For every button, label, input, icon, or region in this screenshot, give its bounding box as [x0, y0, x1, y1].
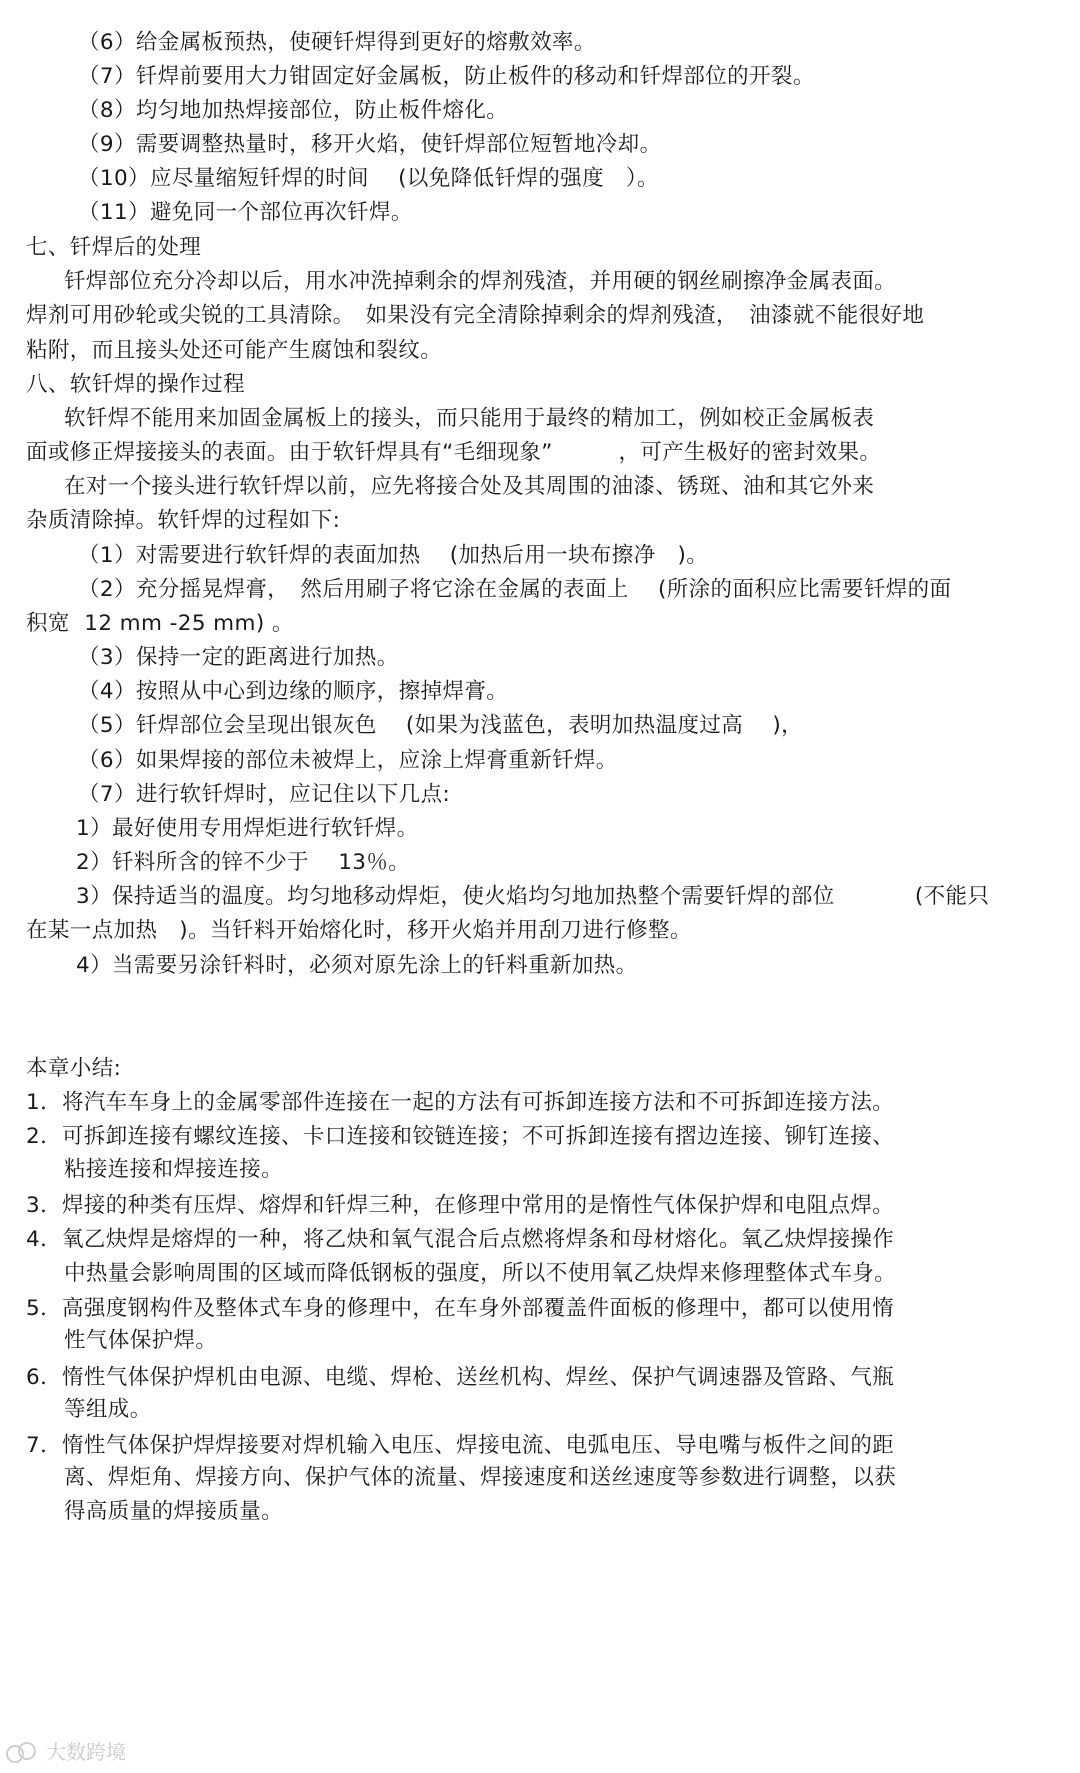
summary-item: 7．惰性气体保护焊焊接要对焊机输入电压、焊接电流、电弧电压、导电嘴与板件之间的距 — [26, 1433, 895, 1458]
text-line: （5）钎焊部位会呈现出银灰色 (如果为浅蓝色，表明加热温度过高 )， — [78, 713, 804, 738]
section-heading: 七、钎焊后的处理 — [26, 235, 202, 260]
text-line: 2）钎料所含的锌不少于 13％。 — [76, 850, 411, 875]
paragraph-line: 在对一个接头进行软钎焊以前，应先将接合处及其周围的油漆、锈斑、油和其它外来 — [64, 474, 875, 499]
text-line: 1）最好使用专用焊炬进行软钎焊。 — [76, 816, 419, 841]
summary-item-continuation: 性气体保护焊。 — [64, 1328, 218, 1353]
paragraph-line: 焊剂可用砂轮或尖锐的工具清除。 如果没有完全清除掉剩余的焊剂残渣， 油漆就不能很好地 — [26, 303, 925, 328]
summary-item-continuation: 得高质量的焊接质量。 — [64, 1499, 284, 1524]
text-line: 3）保持适当的温度。均匀地移动焊炬，使火焰均匀地加热整个需要钎焊的部位 (不能只 — [76, 884, 990, 909]
paragraph-line: 面或修正焊接接头的表面。由于软钎焊具有“毛细现象” ，可产生极好的密封效果。 — [26, 440, 882, 465]
paragraph-line: 粘附，而且接头处还可能产生腐蚀和裂纹。 — [26, 338, 443, 363]
text-line: （8）均匀地加热焊接部位，防止板件熔化。 — [78, 98, 509, 123]
summary-item: 5．高强度钢构件及整体式车身的修理中，在车身外部覆盖件面板的修理中，都可以使用惰 — [26, 1296, 895, 1321]
text-line: （1）对需要进行软钎焊的表面加热 (加热后用一块布擦净 )。 — [78, 543, 709, 568]
summary-item: 3．焊接的种类有压焊、熔焊和钎焊三种，在修理中常用的是惰性气体保护焊和电阻点焊。 — [26, 1193, 895, 1218]
text-line: （7）钎焊前要用大力钳固定好金属板，防止板件的移动和钎焊部位的开裂。 — [78, 64, 815, 89]
summary-item-continuation: 离、焊炬角、焊接方向、保护气体的流量、焊接速度和送丝速度等参数进行调整，以获 — [64, 1465, 897, 1490]
paragraph-line: 杂质清除掉。软钎焊的过程如下: — [26, 508, 341, 533]
summary-item-continuation: 粘接连接和焊接连接。 — [64, 1157, 284, 1182]
text-line: 4）当需要另涂钎料时，必须对原先涂上的钎料重新加热。 — [76, 953, 638, 978]
summary-item-continuation: 中热量会影响周围的区域而降低钢板的强度，所以不使用氧乙炔焊来修理整体式车身。 — [64, 1261, 897, 1286]
text-line: 在某一点加热 )。当钎料开始熔化时，移开火焰并用刮刀进行修整。 — [26, 918, 692, 943]
text-line: （10）应尽量缩短钎焊的时间 (以免降低钎焊的强度 ）。 — [78, 166, 659, 191]
text-line: （6）给金属板预热，使硬钎焊得到更好的熔敷效率。 — [78, 30, 596, 55]
text-line: （3）保持一定的距离进行加热。 — [78, 645, 399, 670]
text-line: （2）充分摇晃焊膏， 然后用刷子将它涂在金属的表面上 (所涂的面积应比需要钎焊的面 — [78, 577, 952, 602]
text-line: （11）避免同一个部位再次钎焊。 — [78, 200, 413, 225]
summary-item: 1．将汽车车身上的金属零部件连接在一起的方法有可拆卸连接方法和不可拆卸连接方法。 — [26, 1090, 895, 1115]
paragraph-line: 钎焊部位充分冷却以后，用水冲洗掉剩余的焊剂残渣，并用硬的钢丝刷擦净金属表面。 — [64, 269, 897, 294]
text-line: （4）按照从中心到边缘的顺序，擦掉焊膏。 — [78, 679, 509, 704]
text-line: 积宽 12 mm -25 mm) 。 — [26, 611, 294, 636]
text-line: （9）需要调整热量时，移开火焰，使钎焊部位短暂地冷却。 — [78, 132, 662, 157]
summary-heading: 本章小结: — [26, 1056, 122, 1081]
text-line: （6）如果焊接的部位未被焊上，应涂上焊膏重新钎焊。 — [78, 748, 618, 773]
text-line: （7）进行软钎焊时，应记住以下几点: — [78, 782, 451, 807]
watermark-logo-icon — [6, 1739, 40, 1763]
watermark — [6, 1736, 126, 1765]
summary-item: 6．惰性气体保护焊机由电源、电缆、焊枪、送丝机构、焊丝、保护气调速器及管路、气瓶 — [26, 1365, 895, 1390]
watermark-text: 大数跨境 — [46, 1740, 126, 1764]
summary-item: 4．氧乙炔焊是熔焊的一种，将乙炔和氧气混合后点燃将焊条和母材熔化。氧乙炔焊接操作 — [26, 1227, 895, 1252]
summary-item: 2．可拆卸连接有螺纹连接、卡口连接和铰链连接；不可拆卸连接有摺边连接、铆钉连接、 — [26, 1124, 895, 1149]
summary-item-continuation: 等组成。 — [64, 1397, 152, 1422]
section-heading: 八、软钎焊的操作过程 — [26, 372, 246, 397]
paragraph-line: 软钎焊不能用来加固金属板上的接头，而只能用于最终的精加工，例如校正金属板表 — [64, 406, 875, 431]
